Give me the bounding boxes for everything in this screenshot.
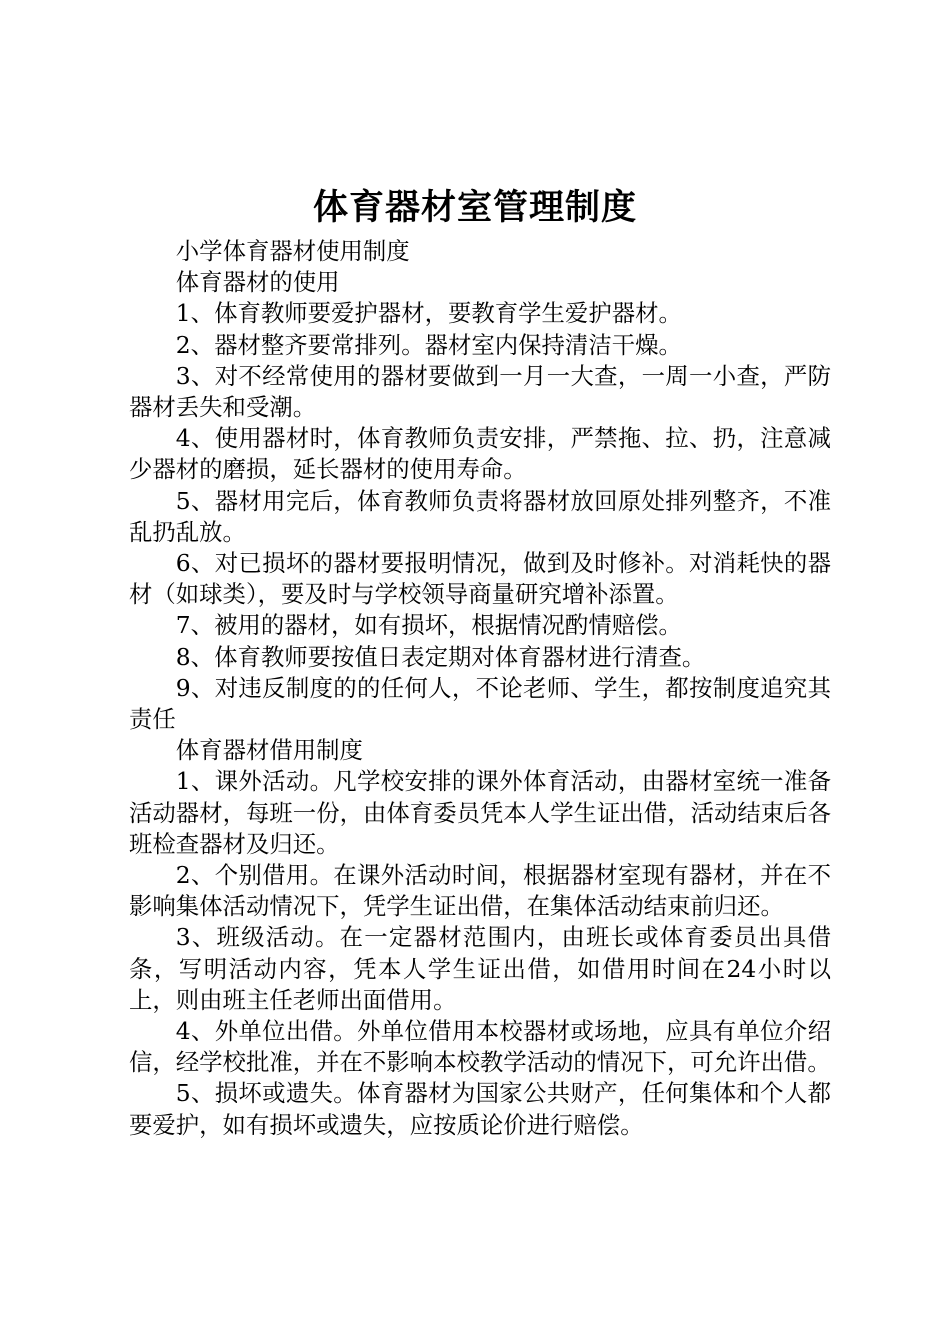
usage-rule-5: 5、器材用完后，体育教师负责将器材放回原处排列整齐，不准乱扔乱放。	[129, 486, 831, 546]
section-heading-borrowing-rules: 体育器材借用制度	[175, 736, 363, 765]
section-heading-equipment-use: 体育器材的使用	[175, 268, 340, 297]
usage-rule-4: 4、使用器材时，体育教师负责安排，严禁拖、拉、扔，注意减少器材的磨损，延长器材的使用寿命。	[129, 424, 831, 484]
section-heading-usage-rules: 小学体育器材使用制度	[175, 237, 410, 265]
usage-rule-1: 1、体育教师要爱护器材，要教育学生爱护器材。	[175, 299, 682, 328]
document-body	[129, 236, 831, 1141]
borrowing-rule-4: 4、外单位出借。外单位借用本校器材或场地，应具有单位介绍信，经学校批准，并在不影响本校教学活动的情况下，可允许出借。	[129, 1017, 831, 1077]
borrowing-rule-3: 3、班级活动。在一定器材范围内，由班长或体育委员出具借条，写明活动内容，凭本人学生证出借，如借用时间在24小时以上，则由班主任老师出面借用。	[129, 923, 831, 1014]
usage-rule-7: 7、被用的器材，如有损坏，根据情况酌情赔偿。	[175, 611, 682, 640]
usage-rule-6: 6、对已损坏的器材要报明情况，做到及时修补。对消耗快的器材（如球类），要及时与学校领导商量研究增补添置。	[129, 549, 831, 609]
borrowing-rule-2: 2、个别借用。在课外活动时间，根据器材室现有器材，并在不影响集体活动情况下，凭学生证出借，在集体活动结束前归还。	[129, 861, 831, 921]
usage-rule-3: 3、对不经常使用的器材要做到一月一大查，一周一小查，严防器材丢失和受潮。	[129, 361, 831, 422]
usage-rule-9: 9、对违反制度的的任何人，不论老师、学生，都按制度追究其责任	[129, 673, 831, 734]
usage-rule-8: 8、体育教师要按值日表定期对体育器材进行清查。	[175, 642, 706, 671]
borrowing-rule-5: 5、损坏或遗失。体育器材为国家公共财产，任何集体和个人都要爱护，如有损坏或遗失，应按质论价进行赔偿。	[129, 1079, 831, 1139]
borrowing-rule-1: 1、课外活动。凡学校安排的课外体育活动，由器材室统一准备活动器材，每班一份，由体育委员凭本人学生证出借，活动结束后各班检查器材及归还。	[129, 767, 831, 858]
usage-rule-2: 2、器材整齐要常排列。器材室内保持清洁干燥。	[175, 330, 682, 359]
document-title: 体育器材室管理制度	[312, 187, 637, 228]
